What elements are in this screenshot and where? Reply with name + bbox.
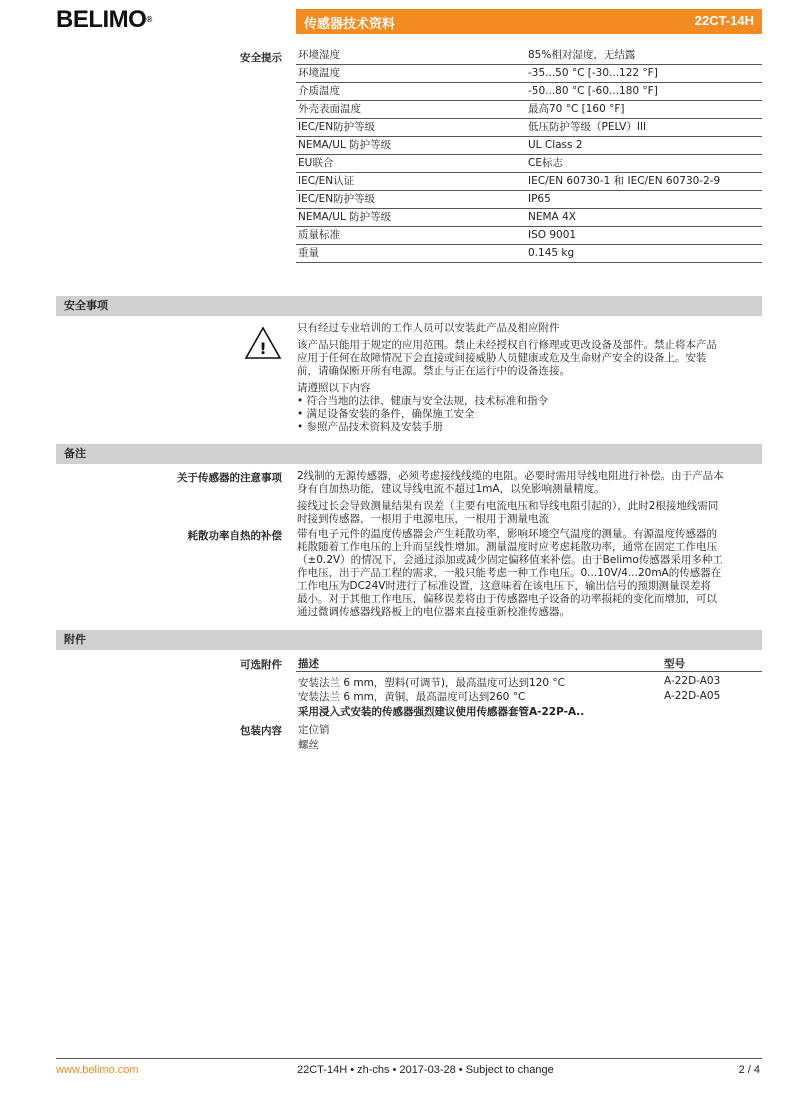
svg-text:!: ! xyxy=(259,339,267,358)
compensation-text xyxy=(297,528,759,619)
text-line: 前，请确保断开所有电源。禁止与正在运行中的设备连接。 xyxy=(297,365,570,377)
title-bar xyxy=(296,9,762,34)
accessory-item-desc: 安装法兰 6 mm，塑料(可调节)，最高温度可达到120 °C xyxy=(298,677,565,689)
spec-key: NEMA/UL 防护等级 xyxy=(298,211,392,223)
text-line: • 符合当地的法律、健康与安全法规，技术标准和指令 xyxy=(297,395,549,407)
spec-row xyxy=(296,227,762,245)
logo-text: BELIMO xyxy=(56,6,147,33)
spec-row xyxy=(296,119,762,137)
package-item: 定位销 xyxy=(298,724,330,736)
text-line: • 参照产品技术资料及安装手册 xyxy=(297,421,444,433)
spec-key: 外壳表面温度 xyxy=(298,103,361,115)
spec-value: IEC/EN 60730-1 和 IEC/EN 60730-2-9 xyxy=(528,175,721,187)
spec-key: 环境湿度 xyxy=(298,49,340,61)
safety-label: 安全提示 xyxy=(240,52,282,64)
spec-row xyxy=(296,155,762,173)
spec-row xyxy=(296,245,762,263)
accessory-item-model: A-22D-A03 xyxy=(664,675,721,687)
spec-row xyxy=(296,173,762,191)
spec-key: IEC/EN认证 xyxy=(298,175,355,187)
spec-value: 0.145 kg xyxy=(528,247,575,259)
spec-row xyxy=(296,137,762,155)
spec-value: -50...80 °C [-60...180 °F] xyxy=(528,85,658,97)
section-safety-notes: 安全事项 xyxy=(56,296,762,316)
accessory-item-desc: 安装法兰 6 mm，黄铜，最高温度可达到260 °C xyxy=(298,691,526,703)
package-contents-label: 包装内容 xyxy=(240,725,282,737)
model-number: 22CT-14H xyxy=(694,13,754,28)
spec-value: -35...50 °C [-30...122 °F] xyxy=(528,67,658,79)
text-line: 作电压，出于产品工程的需求，一般只能考虑一种工作电压。0...10V/4...20mA的传感器在 xyxy=(297,567,722,579)
spec-key: EU联合 xyxy=(298,157,334,169)
section-remarks: 备注 xyxy=(56,444,762,464)
spec-value: IP65 xyxy=(528,193,551,205)
text-line: 应用于任何在故障情况下会直接或间接威胁人员健康或危及生命财产安全的设备上。安装 xyxy=(297,352,707,364)
col-model: 型号 xyxy=(664,658,685,670)
spec-row xyxy=(296,65,762,83)
spec-value: 最高70 °C [160 °F] xyxy=(528,103,625,115)
warning-triangle-icon xyxy=(244,326,282,360)
accessory-item-model: A-22D-A05 xyxy=(664,690,721,702)
optional-accessories-label: 可选附件 xyxy=(240,659,282,671)
spec-value: ISO 9001 xyxy=(528,229,577,241)
text-line: 最小。对于其他工作电压，偏移误差将由于传感器电子设备的功率损耗的变化而增加，可以 xyxy=(297,593,717,605)
spec-key: 质量标准 xyxy=(298,229,340,241)
sensor-notes-label: 关于传感器的注意事项 xyxy=(177,472,282,484)
spec-row xyxy=(296,191,762,209)
package-item: 螺丝 xyxy=(298,739,319,751)
spec-key: 介质温度 xyxy=(298,85,340,97)
spec-value: NEMA 4X xyxy=(528,211,576,223)
spec-row xyxy=(296,101,762,119)
text-line: 2线制的无源传感器，必须考虑接线线缆的电阻。必要时需用导线电阻进行补偿。由于产品本 xyxy=(297,470,724,482)
page-header xyxy=(56,6,762,34)
accessories-table-header xyxy=(296,655,762,672)
text-line: 身有自加热功能，建议导线电流不超过1mA，以免影响测量精度。 xyxy=(297,483,605,495)
text-line: • 满足设备安装的条件，确保施工安全 xyxy=(297,408,475,420)
spec-value: 85%相对湿度，无结露 xyxy=(528,49,636,61)
spec-table xyxy=(296,47,762,263)
text-line: 只有经过专业培训的工作人员可以安装此产品及相应附件 xyxy=(297,322,560,334)
text-line: 该产品只能用于规定的应用范围。禁止未经授权自行修理或更改设备及部件。禁止将本产品 xyxy=(297,339,717,351)
text-line: 接线过长会导致测量结果有误差（主要有电流电压和导线电阻引起的），此时2根接地线需同 xyxy=(297,500,719,512)
spec-key: 重量 xyxy=(298,247,319,259)
spec-value: UL Class 2 xyxy=(528,139,583,151)
sensor-notes-text xyxy=(297,470,759,526)
text-line: 工作电压为DC24V时进行了标准设置，这意味着在该电压下，输出信号的预期测量误差将 xyxy=(297,580,711,592)
footer-info: 22CT-14H • zh-chs • 2017-03-28 • Subject to change xyxy=(297,1064,554,1076)
footer-url-link[interactable]: www.belimo.com xyxy=(56,1064,139,1076)
doc-title: 传感器技术资料 xyxy=(304,17,396,32)
text-line: 请遵照以下内容 xyxy=(297,382,371,394)
spec-value: 低压防护等级（PELV）III xyxy=(528,121,647,133)
footer-divider xyxy=(56,1058,762,1059)
safety-notes-text xyxy=(297,322,759,434)
text-line: 带有电子元件的温度传感器会产生耗散功率，影响环境空气温度的测量。有源温度传感器的 xyxy=(297,528,717,540)
spec-key: NEMA/UL 防护等级 xyxy=(298,139,392,151)
spec-row xyxy=(296,209,762,227)
text-line: 耗散随着工作电压的上升而呈线性增加。测量温度时应考虑耗散功率，通常在固定工作电压 xyxy=(297,541,717,553)
belimo-logo xyxy=(56,6,152,34)
col-description: 描述 xyxy=(298,658,319,670)
recommendation-note: 采用浸入式安装的传感器强烈建议使用传感器套管A-22P-A.. xyxy=(298,706,585,718)
spec-row xyxy=(296,83,762,101)
text-line: （±0.2V）的情况下，会通过添加或减少固定偏移值来补偿。由于Belimo传感器采用多种工 xyxy=(297,554,723,566)
spec-row xyxy=(296,47,762,65)
text-line: 通过微调传感器线路板上的电位器来直接重新校准传感器。 xyxy=(297,606,570,618)
page-number: 2 / 4 xyxy=(738,1064,760,1076)
spec-key: IEC/EN防护等级 xyxy=(298,121,376,133)
section-accessories: 附件 xyxy=(56,630,762,650)
compensation-label: 耗散功率自热的补偿 xyxy=(187,530,282,542)
logo-registered-mark: ® xyxy=(146,15,152,24)
text-line: 时接到传感器，一根用于电源电压，一根用于测量电流 xyxy=(297,513,549,525)
spec-value: CE标志 xyxy=(528,157,563,169)
spec-key: IEC/EN防护等级 xyxy=(298,193,376,205)
spec-key: 环境温度 xyxy=(298,67,340,79)
